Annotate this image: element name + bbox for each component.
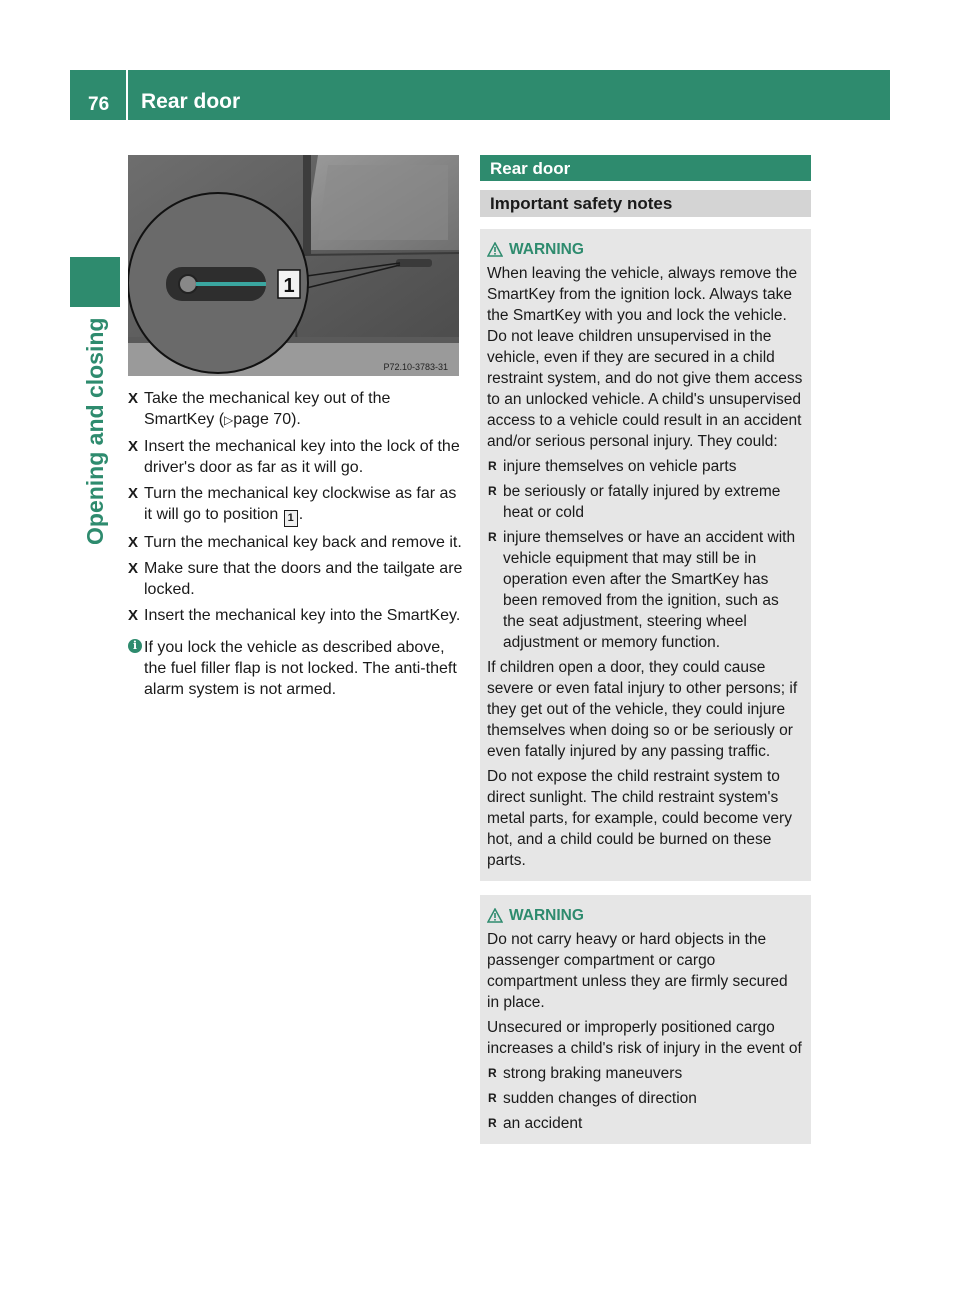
warning-heading	[487, 905, 804, 926]
step-text: Insert the mechanical key into the lock of the driver's door as far as it will go.	[144, 438, 460, 476]
warning-heading	[487, 239, 804, 260]
step-text: Make sure that the doors and the tailgate are locked.	[144, 560, 463, 598]
step-marker: X	[128, 534, 139, 551]
step-2	[128, 436, 463, 478]
side-marker-block	[70, 257, 120, 307]
step-5	[128, 558, 463, 600]
door-lock-illustration	[128, 155, 459, 376]
step-marker: X	[128, 607, 139, 624]
warning-triangle-icon	[487, 242, 503, 257]
subsection-title: Important safety notes	[480, 190, 811, 217]
warning-label: WARNING	[509, 241, 584, 258]
step-marker: X	[128, 485, 139, 502]
warning-paragraph: Unsecured or improperly positioned cargo increases a child's risk of injury in the event of	[487, 1019, 802, 1057]
list-item: R sudden changes of direction	[487, 1088, 804, 1109]
callout-label: 1	[283, 275, 295, 297]
door-lock-figure	[128, 155, 459, 376]
step-marker: X	[128, 438, 139, 455]
step-marker: X	[128, 390, 139, 407]
list-item: R an accident	[487, 1113, 804, 1134]
warning-box-2	[480, 895, 811, 1144]
list-item: R injure themselves or have an accident with vehicle equipment that may still be in operation even after the SmartKey has been removed from the ignition, such as the seat adjustment, steering wheel adjustment or memory function.	[487, 527, 804, 653]
warning-paragraph: Do not expose the child restraint system to direct sunlight. The child restraint system's metal parts, for example, could become very hot, and a child could be burned on these parts.	[487, 768, 792, 869]
step-6	[128, 605, 463, 626]
page-number: 76	[88, 94, 110, 115]
warning-box-1	[480, 229, 811, 881]
step-text: Turn the mechanical key back and remove it.	[144, 534, 462, 551]
warning-bullets	[487, 456, 804, 653]
list-item: R strong braking maneuvers	[487, 1063, 804, 1084]
page-title: Rear door	[141, 90, 241, 113]
list-item: R be seriously or fatally injured by extreme heat or cold	[487, 481, 804, 523]
step-text: Insert the mechanical key into the SmartKey.	[144, 607, 461, 624]
list-item: R injure themselves on vehicle parts	[487, 456, 804, 477]
warning-label: WARNING	[509, 907, 584, 924]
figure-code: P72.10-3783-31	[383, 362, 448, 372]
instruction-steps	[128, 388, 463, 700]
rear-door-section	[480, 155, 811, 1144]
step-marker: X	[128, 560, 139, 577]
warning-bullets	[487, 1063, 804, 1134]
info-note	[128, 637, 463, 700]
step-text: Turn the mechanical key clockwise as far as it will go to position	[144, 485, 457, 523]
warning-paragraph: If children open a door, they could cause severe or even fatal injury to other persons; if they get out of the vehicle, they could injure themselves when doing so or be seriously or even fatally injured by any passing traffic.	[487, 659, 798, 760]
step-4	[128, 532, 463, 553]
warning-paragraph: Do not carry heavy or hard objects in the passenger compartment or cargo compartment unless they are firmly secured in place.	[487, 931, 788, 1011]
warning-paragraph: When leaving the vehicle, always remove the SmartKey from the ignition lock. Always take the SmartKey with you and lock the vehicle. Do not leave children unsupervised in the vehicle, even if they are secured in a child restraint system, and do not give them access to an unlocked vehicle. A child's unsupervised access to a vehicle could result in an accident and/or serious personal injury. They could:	[487, 265, 803, 450]
header-divider	[126, 70, 128, 120]
position-key-badge: 1	[284, 510, 298, 527]
chapter-tab: Opening and closing	[82, 317, 108, 545]
section-title: Rear door	[480, 155, 811, 181]
page-ref-arrow-icon: ▷	[224, 413, 234, 427]
step-text: Take the mechanical key out of the SmartKey (	[144, 390, 391, 428]
step-3	[128, 483, 463, 527]
warning-triangle-icon	[487, 908, 503, 923]
step-text-end: .	[298, 506, 304, 523]
info-icon: i	[128, 639, 142, 653]
info-text: If you lock the vehicle as described above, the fuel filler flap is not locked. The anti-theft alarm system is not armed.	[144, 639, 457, 698]
step-1	[128, 388, 463, 431]
page-ref-link[interactable]: page 70).	[233, 411, 301, 428]
